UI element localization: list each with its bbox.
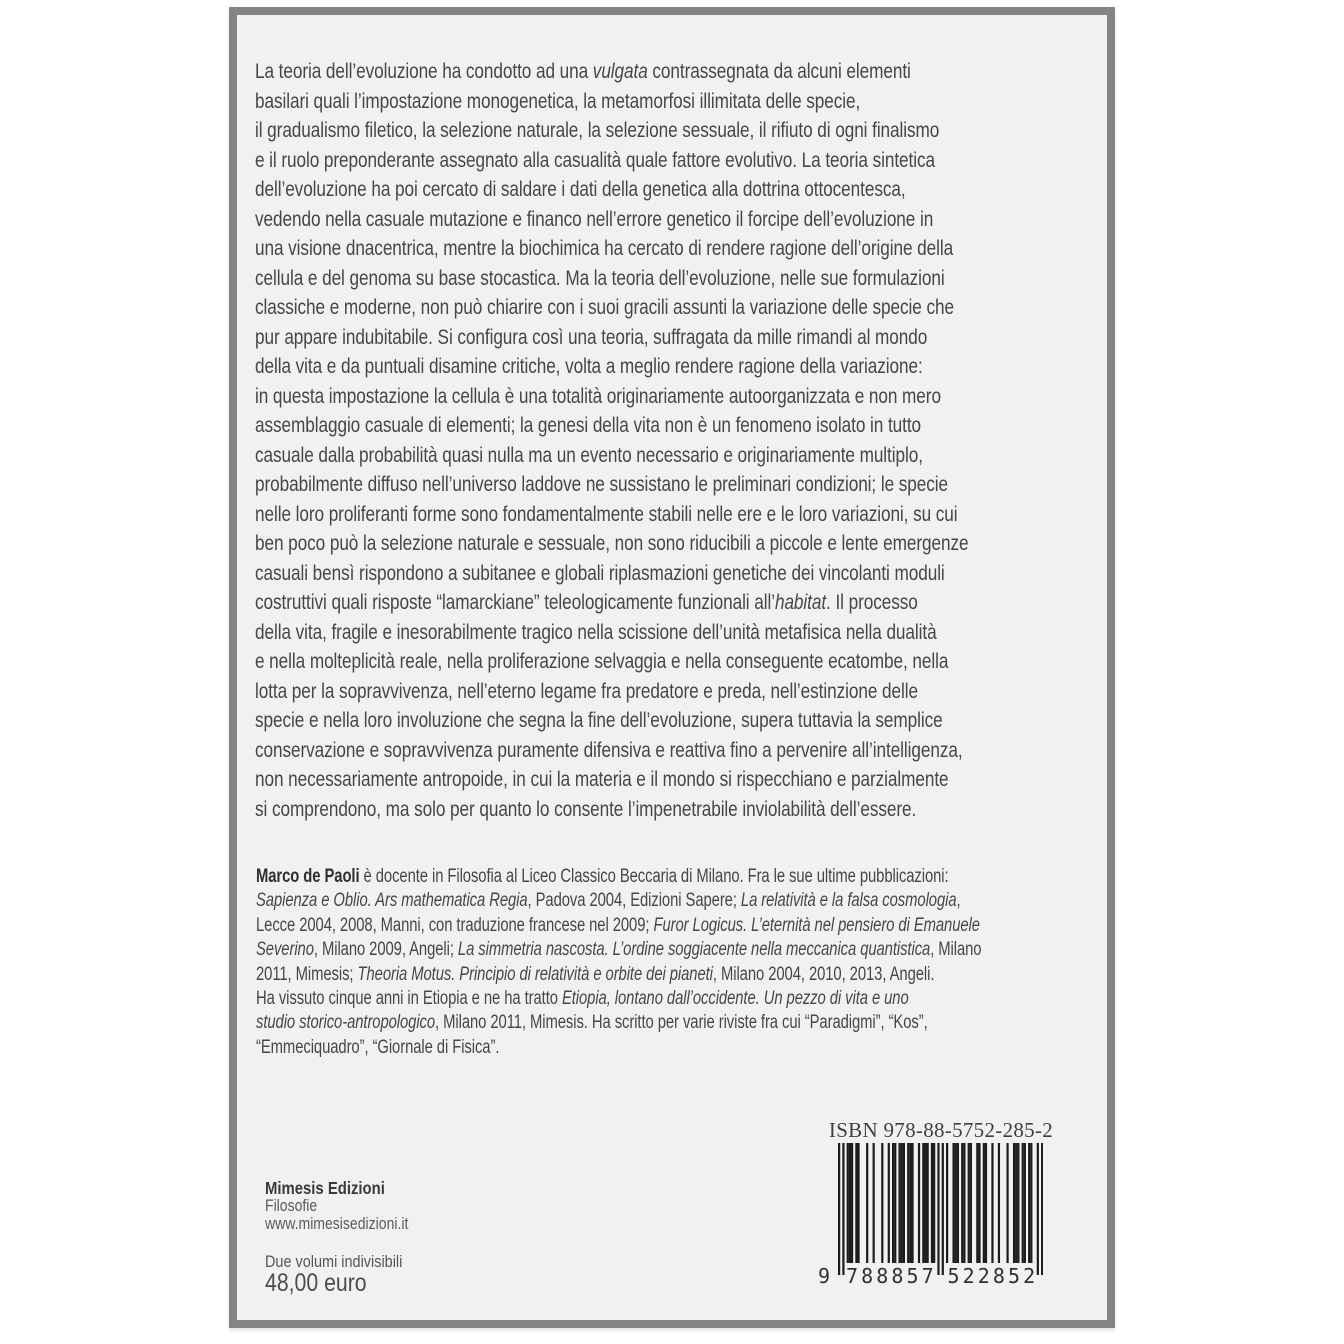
text-line: Severino, Milano 2009, Angeli; La simmetria nascosta. L’ordine soggiacente nella meccanica quantistica, Milano bbox=[256, 939, 982, 961]
text-line: specie e nella loro involuzione che segna la fine dell’evoluzione, supera tuttavia la semplice bbox=[255, 708, 943, 732]
series-name: Filosofie bbox=[265, 1197, 318, 1215]
text-line: il gradualismo filetico, la selezione naturale, la selezione sessuale, il rifiuto di ogni finalismo bbox=[255, 118, 940, 142]
text-line: ben poco può la selezione naturale e sessuale, non sono riducibili a piccole e lente emergenze bbox=[255, 531, 969, 555]
text-line: della vita e da puntuali disamine critiche, volta a meglio rendere ragione della variazione: bbox=[255, 354, 923, 378]
text-line: in questa impostazione la cellula è una totalità originariamente autoorganizzata e non mero bbox=[255, 383, 941, 408]
text-line: pur appare indubitabile. Si configura così una teoria, suffragata da mille rimandi al mondo bbox=[255, 324, 928, 349]
publisher-website: www.mimesisedizioni.it bbox=[265, 1215, 409, 1233]
volumes-note: Due volumi indivisibili bbox=[265, 1252, 403, 1271]
isbn-label: ISBN 978-88-5752-285-2 bbox=[828, 1118, 1054, 1142]
text-line: costruttivi quali risposte “lamarckiane” teleologicamente funzionali all’habitat. Il processo bbox=[255, 590, 918, 614]
text-line: Marco de Paoli è docente in Filosofia al Liceo Classico Beccaria di Milano. Fra le sue ultime pubblicazioni: bbox=[256, 866, 949, 887]
text-line: vedendo nella casuale mutazione e financo nell’errore genetico il forcipe dell’evoluzione in bbox=[255, 206, 934, 231]
text-line: classiche e moderne, non può chiarire con i suoi gracili assunti la variazione delle specie che bbox=[255, 295, 954, 319]
text-line: non necessariamente antropoide, in cui la materia e il mondo si rispecchiano e parzialmente bbox=[255, 767, 949, 791]
book-back-cover bbox=[229, 7, 1115, 1328]
text-line: casuali bensì rispondono a subitanee e globali riplasmazioni genetiche dei vincolanti moduli bbox=[255, 560, 945, 585]
text-line: Ha vissuto cinque anni in Etiopia e ne ha tratto Etiopia, lontano dall’occidente. Un pezzo di vita e uno bbox=[256, 988, 909, 1010]
text-line: “Emmeciquadro”, “Giornale di Fisica”. bbox=[256, 1036, 500, 1058]
text-line: assemblaggio casuale di elementi; la genesi della vita non è un fenomeno isolato in tutto bbox=[255, 413, 922, 437]
text-line: si comprendono, ma solo per quanto lo consente l’impenetrabile inviolabilità dell’essere. bbox=[255, 796, 917, 821]
text-line: nelle loro proliferanti forme sono fondamentalmente stabili nelle ere e le loro variazioni, su cui bbox=[255, 501, 958, 526]
text-line: probabilmente diffuso nell’universo laddove ne sussistano le preliminari condizioni; le specie bbox=[255, 472, 948, 496]
ean13-barcode: 9 7 8 8 8 5 7 5 2 2 8 5 2 bbox=[838, 1143, 1044, 1288]
text-line: 2011, Mimesis; Theoria Motus. Principio di relatività e orbite dei pianeti, Milano 2004, 2010, 2013, Angeli. bbox=[256, 963, 935, 985]
publisher-name: Mimesis Edizioni bbox=[265, 1178, 385, 1198]
text-line: studio storico-antropologico, Milano 2011, Mimesis. Ha scritto per varie riviste fra cui “Paradigmi”, “Kos”, bbox=[256, 1012, 928, 1034]
text-line: basilari quali l’impostazione monogenetica, la metamorfosi illimitata delle specie, bbox=[255, 88, 861, 113]
text-line: Sapienza e Oblio. Ars mathematica Regia, Padova 2004, Edizioni Sapere; La relatività e la falsa cosmologia, bbox=[256, 890, 961, 912]
publisher-info bbox=[265, 15, 622, 1315]
text-line: dell’evoluzione ha poi cercato di saldare i dati della genetica alla dottrina ottocentesca, bbox=[255, 177, 906, 201]
text-line: della vita, fragile e inesorabilmente tragico nella scissione dell’unità metafisica nella dualità bbox=[255, 619, 937, 644]
text-line: e nella molteplicità reale, nella proliferazione selvaggia e nella conseguente ecatombe, nella bbox=[255, 649, 949, 673]
price: 48,00 euro bbox=[265, 1269, 367, 1297]
text-line: Lecce 2004, 2008, Manni, con traduzione francese nel 2009; Furor Logicus. L’eternità nel pensiero di Emanuele bbox=[256, 914, 980, 936]
text-line: lotta per la sopravvivenza, nell’eterno legame fra predatore e preda, nell’estinzione delle bbox=[255, 678, 918, 703]
text-line: conservazione e sopravvivenza puramente difensiva e reattiva fino a pervenire all’intelligenza, bbox=[255, 737, 963, 762]
text-line: e il ruolo preponderante assegnato alla casualità quale fattore evolutivo. La teoria sintetica bbox=[255, 147, 935, 172]
text-line: una visione dnacentrica, mentre la biochimica ha cercato di rendere ragione dell’origine della bbox=[255, 236, 954, 260]
text-line: casuale dalla probabilità quasi nulla ma un evento necessario e originariamente multiplo, bbox=[255, 442, 923, 467]
text-line: La teoria dell’evoluzione ha condotto ad una vulgata contrassegnata da alcuni elementi bbox=[255, 59, 911, 83]
isbn-block bbox=[817, 1118, 1054, 1313]
text-line: cellula e del genoma su base stocastica. Ma la teoria dell’evoluzione, nelle sue formulazioni bbox=[255, 265, 945, 290]
